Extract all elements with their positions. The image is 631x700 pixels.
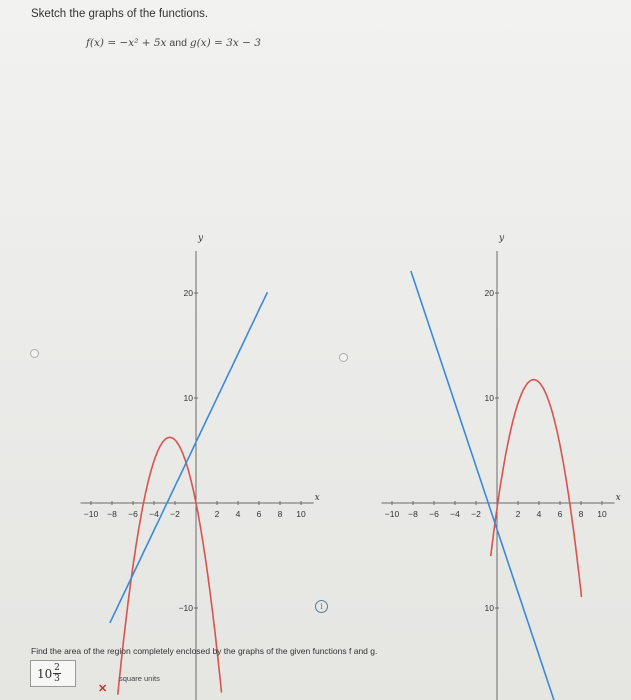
x-tick-label: −10 <box>384 509 400 519</box>
graph-right-plot <box>384 233 631 615</box>
x-tick-label: −4 <box>450 509 460 519</box>
x-axis-label: x <box>615 493 621 503</box>
g-definition: g(x) = 3x − 3 <box>189 37 261 49</box>
x-tick-label: −10 <box>83 509 99 519</box>
units-label: square units <box>119 674 160 683</box>
answer-input[interactable] <box>30 660 76 687</box>
y-tick-label: −10 <box>178 603 193 613</box>
x-axis-label: x <box>314 493 320 503</box>
line-curve <box>411 271 579 700</box>
y-tick-label: 20 <box>183 288 193 298</box>
graph-option-right-radio[interactable] <box>339 353 348 362</box>
x-tick-label: 4 <box>235 509 241 519</box>
x-tick-label: 6 <box>557 509 563 519</box>
x-tick-label: −6 <box>429 509 439 519</box>
graph-option-left[interactable] <box>80 233 320 615</box>
and-text: and <box>169 37 187 49</box>
graph-left-plot <box>80 233 320 615</box>
info-icon[interactable]: i <box>315 600 328 613</box>
answer-numerator: 2 <box>54 663 60 673</box>
x-tick-label: 6 <box>256 509 262 519</box>
x-tick-label: −2 <box>471 509 481 519</box>
area-question: Find the area of the region completely enclosed by the graphs of the given functions f and g. <box>31 646 378 656</box>
y-axis-label: y <box>499 233 505 244</box>
line-curve <box>110 292 268 623</box>
x-tick-label: 10 <box>296 509 306 519</box>
x-tick-label: 8 <box>578 509 584 519</box>
y-tick-label: 20 <box>484 288 494 298</box>
x-tick-label: 10 <box>597 509 607 519</box>
parabola-curve <box>491 380 582 597</box>
x-tick-label: −4 <box>149 509 159 519</box>
incorrect-mark-icon: ✕ <box>98 683 108 695</box>
answer-fraction <box>52 663 62 684</box>
problem-title: Sketch the graphs of the functions. <box>31 8 209 20</box>
x-tick-label: −2 <box>170 509 180 519</box>
x-tick-label: 4 <box>536 509 542 519</box>
y-tick-label: 10 <box>183 393 193 403</box>
parabola-curve <box>118 437 222 694</box>
x-tick-label: −6 <box>128 509 138 519</box>
answer-whole-number: 10 <box>37 667 53 681</box>
y-axis-label: y <box>198 233 204 244</box>
answer-denominator: 3 <box>54 674 60 684</box>
x-tick-label: 2 <box>515 509 521 519</box>
y-tick-label: 10 <box>484 393 494 403</box>
x-tick-label: −8 <box>107 509 117 519</box>
x-tick-label: 2 <box>214 509 220 519</box>
graph-option-left-radio[interactable] <box>30 349 39 358</box>
function-definitions <box>86 37 261 49</box>
y-tick-label: 10 <box>484 603 494 613</box>
f-definition: f(x) = −x² + 5x <box>86 37 167 49</box>
x-tick-label: −8 <box>408 509 418 519</box>
graph-option-right[interactable] <box>384 233 631 615</box>
x-tick-label: 8 <box>277 509 283 519</box>
